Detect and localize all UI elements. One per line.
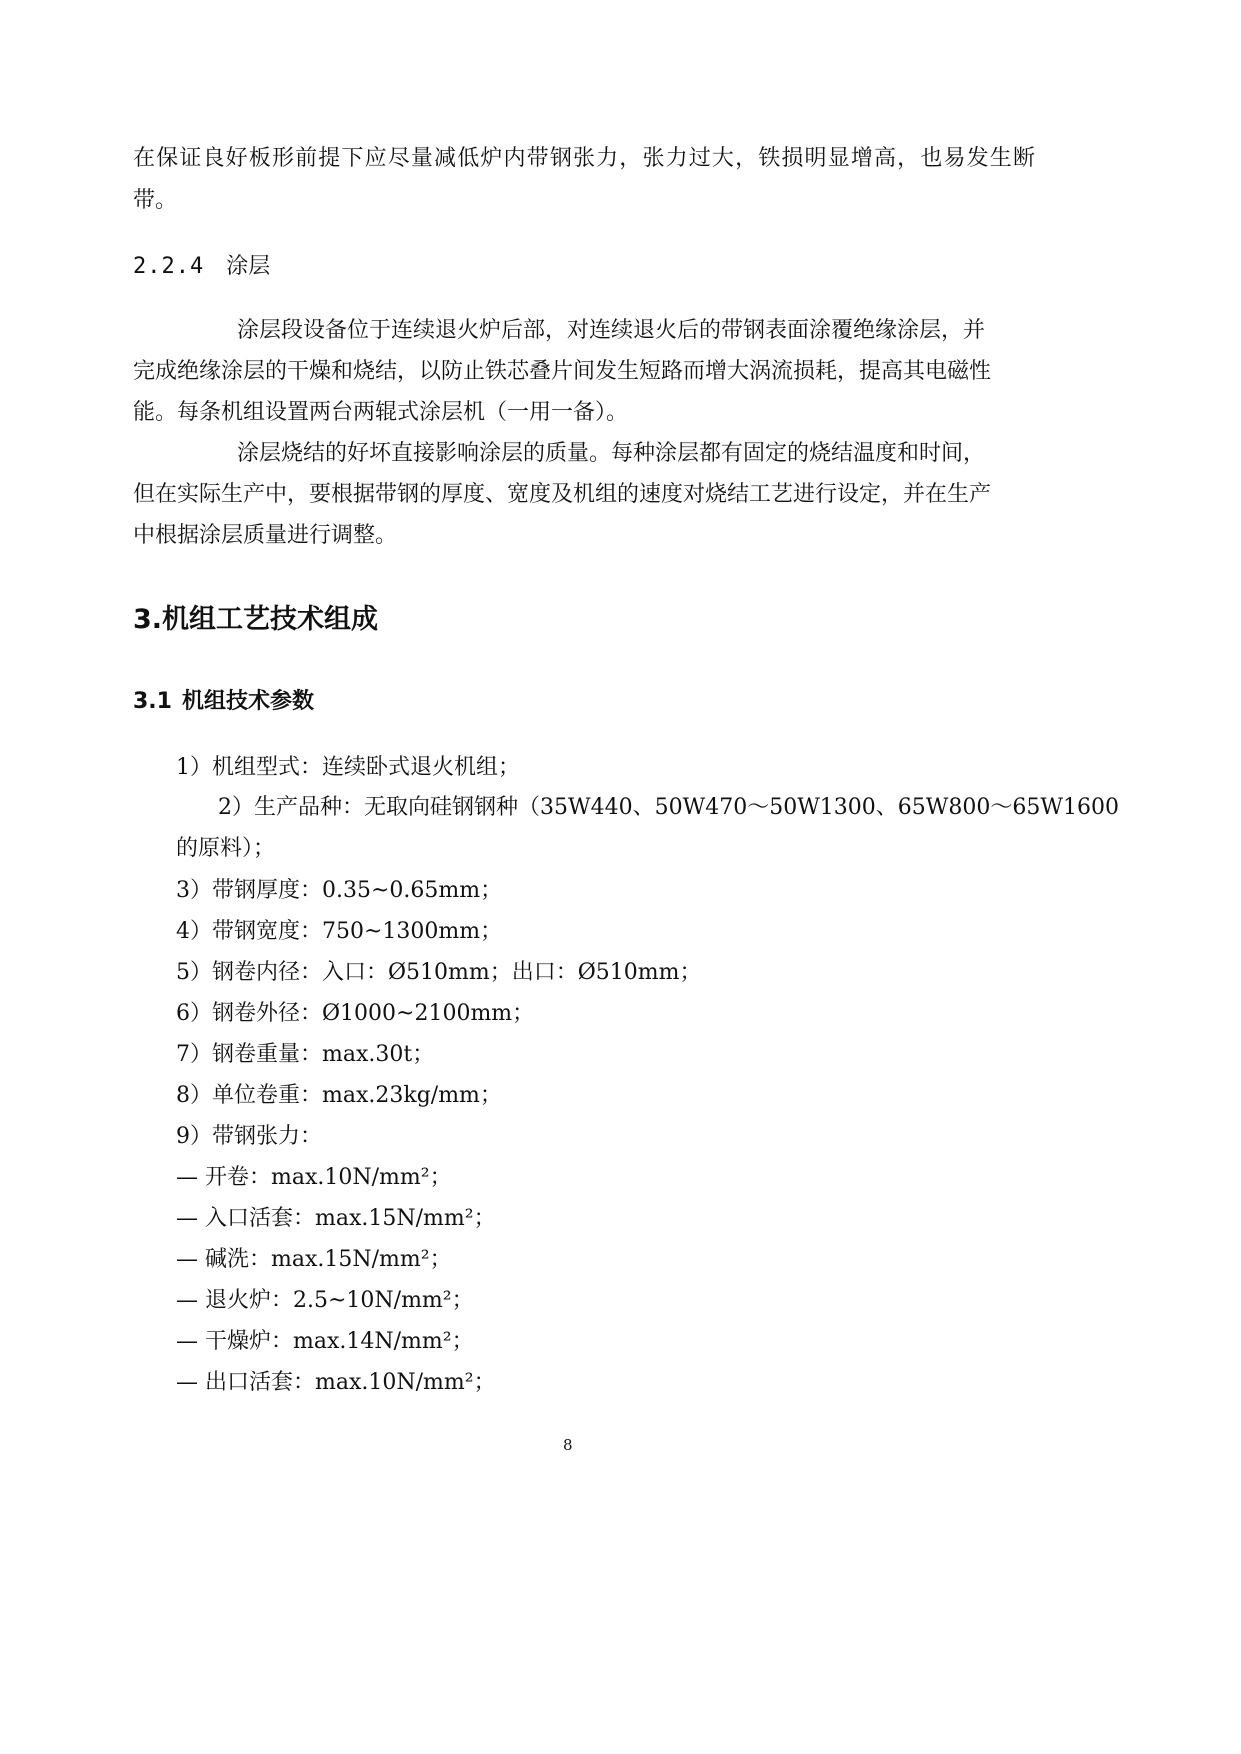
param-item-8: 8）单位卷重：max.23kg/mm；: [176, 1083, 502, 1108]
section-title: 机组技术参数: [181, 689, 314, 714]
section-number: 3.1: [133, 689, 172, 714]
tension-item-entry-looper: — 入口活套：max.15N/mm²；: [176, 1206, 496, 1231]
paragraph-1-line-2: 带。: [133, 188, 178, 213]
paragraph-2-line-2: 完成绝缘涂层的干燥和烧结，以防止铁芯叠片间发生短路而增大涡流损耗，提高其电磁性: [133, 359, 992, 384]
section-heading-2-2-4: [133, 252, 270, 282]
section-title: 涂层: [226, 254, 271, 279]
tension-item-uncoiler: — 开卷：max.10N/mm²；: [176, 1165, 452, 1190]
paragraph-2-line-1: 涂层段设备位于连续退火炉后部，对连续退火后的带钢表面涂覆绝缘涂层，并: [237, 318, 986, 343]
param-item-1: 1）机组型式：连续卧式退火机组；: [176, 755, 520, 780]
section-number: 2.2.4: [133, 254, 205, 279]
param-item-2-line-2: 的原料）；: [176, 836, 276, 861]
param-item-2-line-1: 2）生产品种：无取向硅钢钢种（35W440、50W470～50W1300、65W800～65W1600: [218, 795, 1119, 820]
chapter-heading-3: 3.机组工艺技术组成: [133, 604, 379, 635]
paragraph-3-line-1: 涂层烧结的好坏直接影响涂层的质量。每种涂层都有固定的烧结温度和时间，: [237, 441, 986, 466]
param-item-6: 6）钢卷外径：Ø1000~2100mm；: [176, 1001, 535, 1026]
section-heading-3-1: [133, 687, 314, 717]
paragraph-2-line-3: 能。每条机组设置两台两辊式涂层机（一用一备）。: [133, 400, 629, 425]
param-item-7: 7）钢卷重量：max.30t；: [176, 1042, 435, 1067]
paragraph-3-line-2: 但在实际生产中，要根据带钢的厚度、宽度及机组的速度对烧结工艺进行设定，并在生产: [133, 482, 992, 507]
param-item-4: 4）带钢宽度：750~1300mm；: [176, 919, 503, 944]
tension-item-annealing-furnace: — 退火炉：2.5~10N/mm²；: [176, 1288, 474, 1313]
param-item-9: 9）带钢张力：: [176, 1124, 322, 1149]
param-item-5: 5）钢卷内径：入口：Ø510mm；出口：Ø510mm；: [176, 960, 702, 985]
paragraph-1-line-1: 在 保 证 良 好 板 形 前 提 下 应 尽 量 减 低 炉 内 带 钢 张 力 ， 张 力 过 大 ， 铁 损 明 显 增 高 ， 也 易 发 生 断: [133, 146, 1035, 171]
paragraph-3-line-3: 中根据涂层质量进行调整。: [133, 523, 398, 548]
param-item-3: 3）带钢厚度：0.35~0.65mm；: [176, 878, 503, 903]
tension-item-exit-looper: — 出口活套：max.10N/mm²；: [176, 1370, 496, 1395]
page-number: 8: [563, 1436, 573, 1454]
tension-item-drying-furnace: — 干燥炉：max.14N/mm²；: [176, 1329, 474, 1354]
tension-item-alkali-cleaning: — 碱洗：max.15N/mm²；: [176, 1247, 452, 1272]
